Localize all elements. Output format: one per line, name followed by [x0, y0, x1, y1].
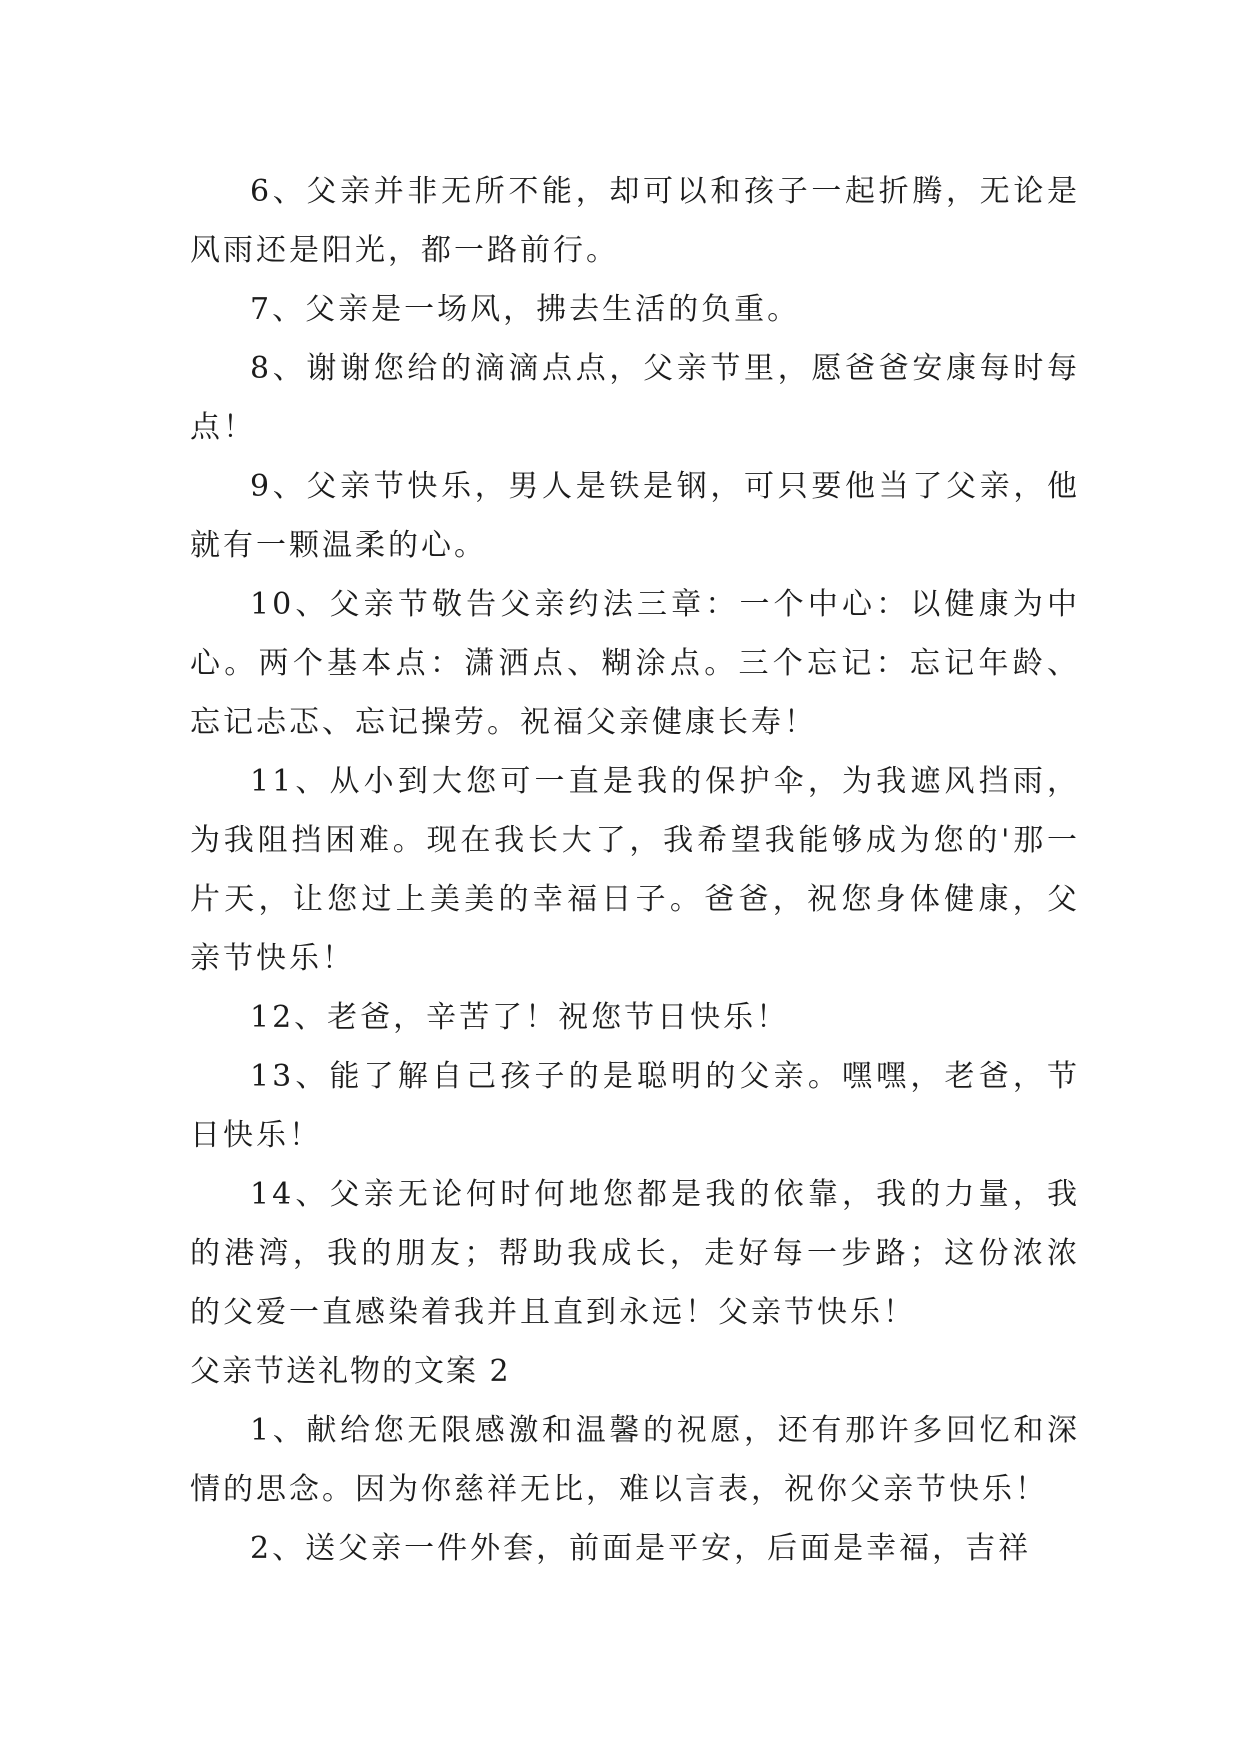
paragraph-7: 7、父亲是一场风，拂去生活的负重。	[250, 292, 801, 327]
paragraph-13: 13、能了解自己孩子的是聪明的父亲。嘿嘿，老爸，节日快乐！	[190, 1059, 1080, 1153]
paragraph-9: 9、父亲节快乐，男人是铁是钢，可只要他当了父亲，他就有一颗温柔的心。	[190, 469, 1080, 563]
paragraph-11: 11、从小到大您可一直是我的保护伞，为我遮风挡雨，为我阻挡困难。现在我长大了，我希望我能够成为您的'那一片天，让您过上美美的幸福日子。爸爸，祝您身体健康，父亲节快乐！	[190, 764, 1080, 976]
paragraph-8: 8、谢谢您给的滴滴点点，父亲节里，愿爸爸安康每时每点！	[190, 351, 1080, 445]
document-body	[190, 162, 1080, 1578]
section-heading: 父亲节送礼物的文案 2	[190, 1354, 511, 1389]
paragraph-6: 6、父亲并非无所不能，却可以和孩子一起折腾，无论是风雨还是阳光，都一路前行。	[190, 174, 1080, 268]
paragraph-s2-2: 2、送父亲一件外套，前面是平安，后面是幸福，吉祥	[250, 1531, 1032, 1566]
paragraph-14: 14、父亲无论何时何地您都是我的依靠，我的力量，我的港湾，我的朋友；帮助我成长，走好每一步路；这份浓浓的父爱一直感染着我并且直到永远！父亲节快乐！	[190, 1177, 1080, 1330]
paragraph-s2-1: 1、献给您无限感激和温馨的祝愿，还有那许多回忆和深情的思念。因为你慈祥无比，难以言表，祝你父亲节快乐！	[190, 1413, 1080, 1507]
paragraph-12: 12、老爸，辛苦了！祝您节日快乐！	[250, 1000, 790, 1035]
paragraph-10: 10、父亲节敬告父亲约法三章：一个中心：以健康为中心。两个基本点：潇洒点、糊涂点。三个忘记：忘记年龄、忘记忐忑、忘记操劳。祝福父亲健康长寿！	[190, 587, 1080, 740]
